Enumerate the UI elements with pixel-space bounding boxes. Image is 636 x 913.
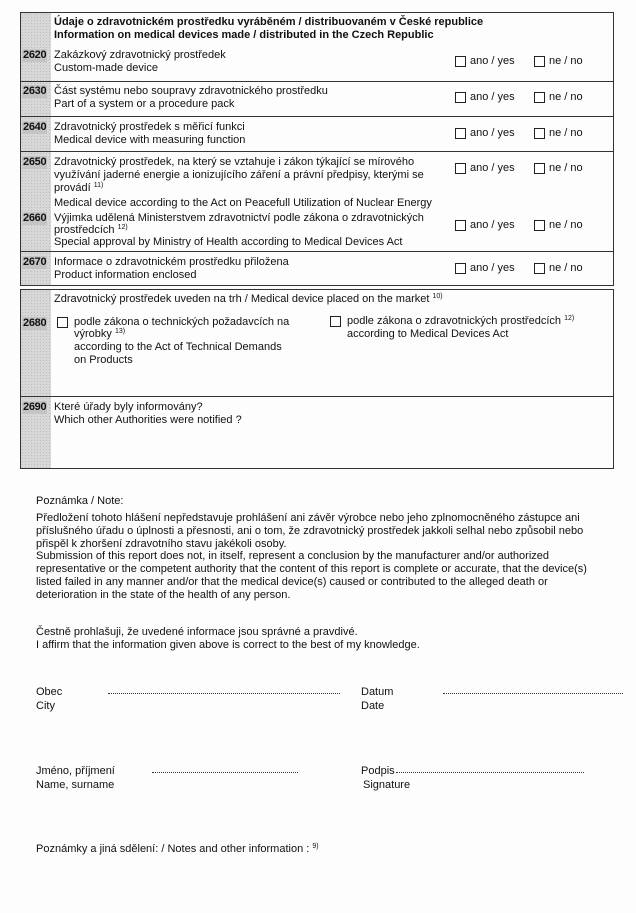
checkbox-icon — [534, 163, 545, 174]
row-label-cz: Zdravotnický prostředek, na který se vztahuje i zákon týkající se mírového — [54, 156, 415, 168]
field-code: 2650 — [23, 156, 47, 168]
medical-devices-act-checkbox[interactable] — [330, 316, 341, 327]
row-label-en: Custom-made device — [54, 62, 158, 74]
signature-field[interactable] — [396, 772, 584, 773]
field-code: 2690 — [23, 401, 47, 413]
market-placement-block — [20, 289, 614, 397]
row-label-cz: Výjimka udělená Ministerstvem zdravotnictví podle zákona o zdravotnických — [54, 212, 424, 224]
row-label-cz: Informace o zdravotnickém prostředku přiložena — [54, 256, 289, 268]
row-label-cz: Zakázkový zdravotnický prostředek — [54, 49, 226, 61]
section-header-block — [20, 12, 614, 82]
nuclear-no-checkbox[interactable]: ne / no — [534, 162, 583, 175]
special-approval-yes-checkbox[interactable]: ano / yes — [455, 219, 515, 232]
opt2-label-en: according to Medical Devices Act — [347, 328, 509, 340]
opt1-label-cz: výrobky $^{13)}$ — [74, 328, 126, 340]
field-code: 2630 — [23, 85, 47, 97]
checkbox-icon — [455, 56, 466, 67]
row-label-cz: provádí $^{11)}$ — [54, 182, 104, 194]
checkbox-icon — [534, 220, 545, 231]
date-label-en: Date — [361, 700, 385, 712]
footer-notes-label: Poznámky a jiná sdělení: / Notes and other information : $^{9)}$ — [36, 843, 319, 855]
row-label-en: Special approval by Ministry of Health according to Medical Devices Act — [54, 236, 403, 248]
checkbox-icon — [455, 163, 466, 174]
custom-made-no-checkbox[interactable]: ne / no — [534, 55, 583, 68]
field-code: 2680 — [23, 317, 47, 329]
note-text-en: deterioration in the state of the health of any person. — [36, 589, 291, 601]
custom-made-yes-checkbox[interactable]: ano / yes — [455, 55, 515, 68]
row-label-en: Medical device according to the Act on Peacefull Utilization of Nuclear Energy — [54, 197, 432, 209]
row-label-cz: Část systému nebo soupravy zdravotnického prostředku — [54, 85, 328, 97]
opt1-label-cz: podle zákona o technických požadavcích na — [74, 316, 290, 328]
city-label-en: City — [36, 700, 55, 712]
field-code: 2640 — [23, 121, 47, 133]
note-title: Poznámka / Note: — [36, 495, 124, 507]
row-label-cz: prostředcích $^{12)}$ — [54, 224, 128, 236]
code-gutter — [21, 13, 51, 81]
field-code: 2670 — [23, 256, 47, 268]
checkbox-icon — [455, 220, 466, 231]
note-text-en: Submission of this report does not, in itself, represent a conclusion by the manufacturer and/or authorized — [36, 550, 550, 562]
product-info-no-checkbox[interactable]: ne / no — [534, 262, 583, 275]
row-2640 — [20, 116, 614, 152]
signature-label-cz: Podpis — [361, 765, 395, 777]
row-label-en: Medical device with measuring function — [54, 134, 246, 146]
row-2670 — [20, 251, 614, 286]
note-text-en: representative or the competent authority that the content of this report is complete or accurate, that the device(s) — [36, 563, 587, 575]
date-field[interactable] — [443, 693, 623, 694]
system-pack-no-checkbox[interactable]: ne / no — [534, 91, 583, 104]
row-label-cz: využívání jaderné energie a ionizujícího záření a právní předpisy, kterými se — [54, 169, 424, 181]
checkbox-icon — [455, 92, 466, 103]
note-text-cz: příslušného úřadu o úplnosti a přesnosti, ani o tom, že zdravotnický prostředek jakkoli selhal nebo způsobil nebo — [36, 525, 584, 537]
checkbox-icon — [534, 263, 545, 274]
affirm-cz: Čestně prohlašuji, že uvedené informace jsou správné a pravdivé. — [36, 626, 358, 638]
section-title-cz: Údaje o zdravotnickém prostředku vyráběném / distribuovaném v České republice — [54, 16, 484, 28]
row-label-en: Product information enclosed — [54, 269, 197, 281]
row-label-cz: Zdravotnický prostředek s měřicí funkci — [54, 121, 245, 133]
nuclear-yes-checkbox[interactable]: ano / yes — [455, 162, 515, 175]
measuring-no-checkbox[interactable]: ne / no — [534, 127, 583, 140]
opt1-label-en: on Products — [74, 354, 133, 366]
authorities-label-cz: Které úřady byly informovány? — [54, 401, 203, 413]
note-text-cz: přispěl k zhoršení zdravotního stavu jakékoli osoby. — [36, 538, 287, 550]
field-code: 2620 — [23, 49, 47, 61]
section-title-en: Information on medical devices made / distributed in the Czech Republic — [54, 29, 434, 41]
product-info-yes-checkbox[interactable]: ano / yes — [455, 262, 515, 275]
checkbox-icon — [534, 56, 545, 67]
checkbox-icon — [534, 92, 545, 103]
note-text-en: listed failed in any manner and/or that the medical device(s) caused or contributed to the alleged death or — [36, 576, 548, 588]
name-field[interactable] — [152, 772, 298, 773]
row-2630 — [20, 81, 614, 117]
row-label-en: Part of a system or a procedure pack — [54, 98, 235, 110]
affirm-en: I affirm that the information given above is correct to the best of my knowledge. — [36, 639, 420, 651]
system-pack-yes-checkbox[interactable]: ano / yes — [455, 91, 515, 104]
authorities-block[interactable] — [20, 396, 614, 469]
authorities-label-en: Which other Authorities were notified ? — [54, 414, 242, 426]
city-label-cz: Obec — [36, 686, 63, 698]
date-label-cz: Datum — [361, 686, 394, 698]
market-heading: Zdravotnický prostředek uveden na trh / Medical device placed on the market $^{10)}$ — [54, 293, 443, 305]
name-label-en: Name, surname — [36, 779, 115, 791]
name-label-cz: Jméno, příjmení — [36, 765, 115, 777]
city-field[interactable] — [108, 693, 340, 694]
opt2-label-cz: podle zákona o zdravotnických prostředcích $^{12)}$ — [347, 315, 575, 327]
checkbox-icon — [455, 263, 466, 274]
special-approval-no-checkbox[interactable]: ne / no — [534, 219, 583, 232]
technical-demands-checkbox[interactable] — [57, 317, 68, 328]
field-code: 2660 — [23, 212, 47, 224]
row-2650-2660 — [20, 151, 614, 252]
measuring-yes-checkbox[interactable]: ano / yes — [455, 127, 515, 140]
note-text-cz: Předložení tohoto hlášení nepředstavuje prohlášení ani závěr výrobce nebo jeho zplnomocněného zástupce ani — [36, 512, 580, 524]
checkbox-icon — [455, 128, 466, 139]
signature-label-en: Signature — [363, 779, 411, 791]
checkbox-icon — [534, 128, 545, 139]
opt1-label-en: according to the Act of Technical Demands — [74, 341, 282, 353]
